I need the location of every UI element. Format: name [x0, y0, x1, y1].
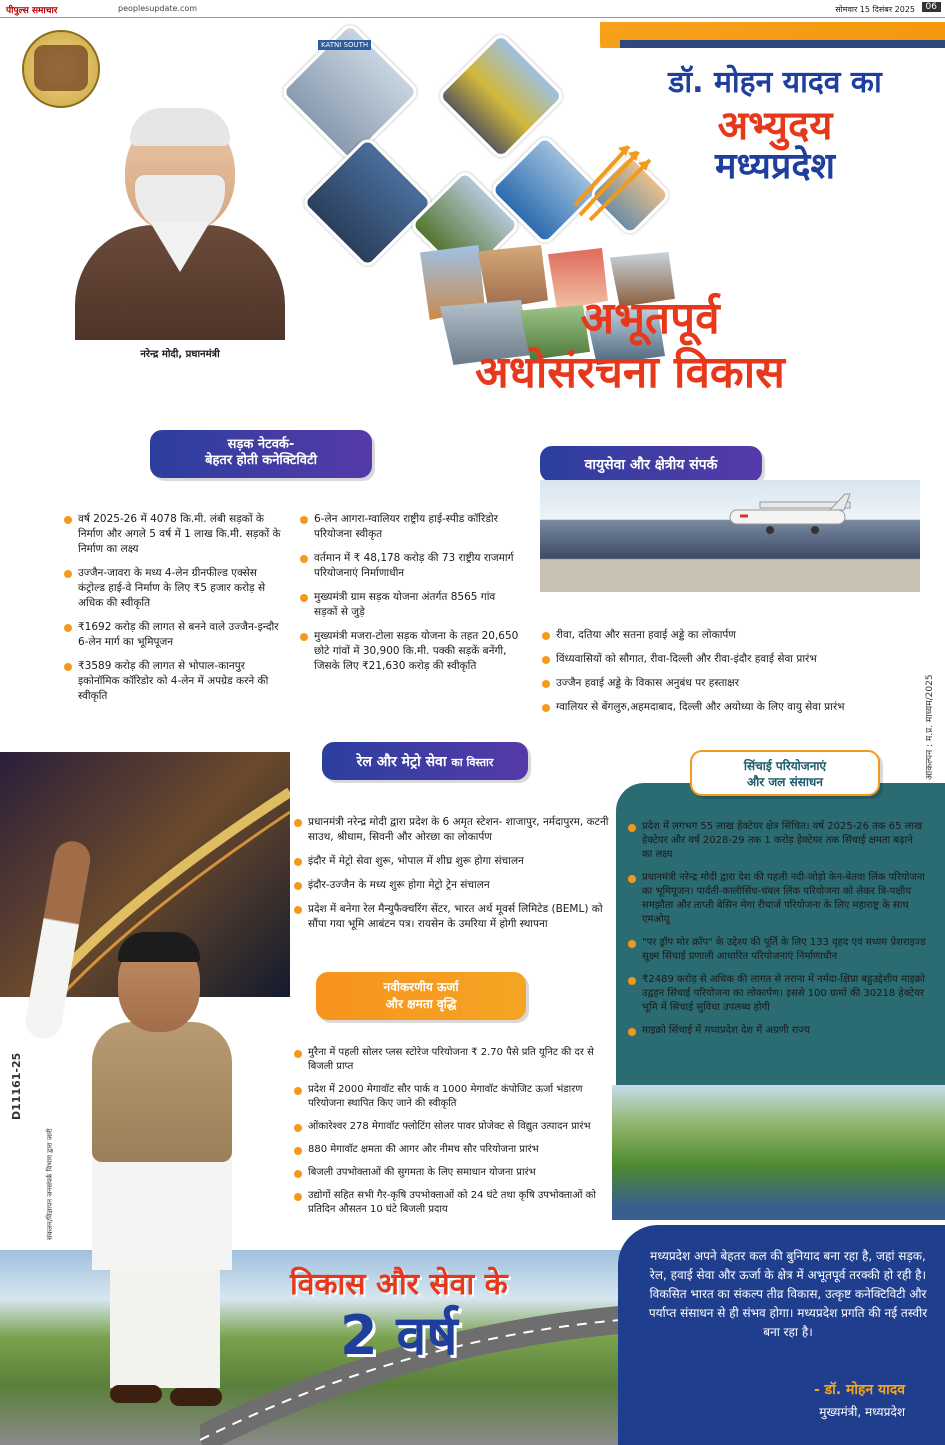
cm-figure-kurta	[92, 1150, 232, 1270]
issued-by-credit: संकलन/विज्ञापन जनसंपर्क विभाग द्वारा जारी	[46, 1128, 54, 1240]
list-item: वर्तमान में ₹ 48,178 करोड़ की 73 राष्ट्रीय राजमार्ग परियोजनाएं निर्माणाधीन	[298, 551, 520, 581]
cm-figure-jacket	[92, 1022, 232, 1162]
list-item: 880 मेगावॉट क्षमता की आगर और नीमच सौर परियोजना प्रारंभ	[292, 1143, 612, 1157]
pm-caption: नरेन्द्र मोदी, प्रधानमंत्री	[140, 349, 220, 360]
roads-list-col1	[62, 512, 284, 713]
pm-photo-hair	[130, 108, 230, 146]
website-label: peoplesupdate.com	[118, 4, 198, 13]
irrigation-tag-line2: और जल संसाधन	[747, 775, 823, 789]
energy-tag-line2: और क्षमता वृद्धि	[385, 997, 457, 1011]
list-item: प्रदेश में 2000 मेगावॉट सौर पार्क व 1000 मेगावॉट कंपोजिट ऊर्जा भंडारण परियोजना स्थापित किए जाने की स्वीकृति	[292, 1083, 612, 1111]
banner-title-line1: डॉ. मोहन यादव का	[668, 65, 882, 100]
airplane-icon	[720, 490, 860, 540]
cm-figure-hair	[118, 932, 200, 962]
cm-signature: - डॉ. मोहन यादव	[813, 1382, 905, 1398]
list-item: प्रदेश में लगभग 55 लाख हेक्टेयर क्षेत्र सिंचित। वर्ष 2025-26 तक 65 लाख हेक्टेयर और वर्ष 2028-29 तक 1 करोड़ हेक्टेयर तक सिंचाई क्षमता बढ़ाने का लक्ष्य	[626, 820, 926, 862]
list-item: रीवा, दतिया और सतना हवाई अड्डे का लोकार्पण	[540, 628, 895, 643]
list-item: "पर ड्रॉप मोर क्रॉप" के उद्देश्य की पूर्ति के लिए 133 वृहद एवं मध्यम प्रेशराइज्ड सूक्ष्म सिंचाई प्रणाली आधारित परियोजनाएं निर्माणाधीन	[626, 936, 926, 964]
list-item: मुख्यमंत्री मजरा-टोला सड़क योजना के तहत 20,650 छोटे गांवों में 30,900 कि.मी. पक्की सड़कें बनेंगी, जिसके लिए ₹21,630 करोड़ की स्वीकृति	[298, 629, 520, 674]
irrigation-list	[626, 820, 926, 1047]
list-item: उद्योगों सहित सभी गैर-कृषि उपभोक्ताओं को 24 घंटे तथा कृषि उपभोक्ताओं को प्रतिदिन औसतन 10 घंटे बिजली प्रदाय	[292, 1189, 612, 1217]
cm-figure-legs	[110, 1268, 220, 1388]
cm-message-box	[618, 1225, 945, 1445]
photo-farm-solar	[612, 1085, 945, 1220]
list-item: उज्जैन-जावरा के मध्य 4-लेन ग्रीनफील्ड एक्सेस कंट्रोल्ड हाई-वे निर्माण के लिए ₹5 हजार करोड़ से अधिक की स्वीकृति	[62, 566, 284, 611]
newspaper-brand: पीपुल्स समाचार	[6, 6, 58, 16]
station-sign: KATNI SOUTH	[318, 40, 371, 50]
list-item: प्रधानमंत्री नरेन्द्र मोदी द्वारा देश की पहली नदी-जोड़ो केन-बेतवा लिंक परियोजना का भूमिपूजन। पार्वती-कालीसिंध-चंबल लिंक परियोजना को लेकर त्रि-पक्षीय समझौता और ताप्ती बेसिन मेगा रीचार्ज परियोजना के लिए महाराष्ट्र के साथ एमओयू	[626, 871, 926, 927]
rail-list	[292, 815, 612, 941]
cm-message-text: मध्यप्रदेश अपने बेहतर कल की बुनियाद बना रहा है, जहां सड़क, रेल, हवाई सेवा और ऊर्जा के क्षेत्र में अभूतपूर्व तरक्की हो रही है। विकसित भारत का संकल्प तीव्र विकास, उत्कृष्ट कनेक्टिविटी और पर्याप्त संसाधन से ही संभव होगा। मध्यप्रदेश प्रगति की नई तस्वीर बना रहा है।	[648, 1249, 928, 1339]
irrigation-section-tag	[690, 750, 880, 796]
roads-list-col2	[298, 512, 520, 683]
list-item: माइक्रो सिंचाई में मध्यप्रदेश देश में अग्रणी राज्य	[626, 1024, 926, 1038]
air-section-tag: वायुसेवा और क्षेत्रीय संपर्क	[540, 446, 762, 482]
headline-line2: अधोसंरचना विकास	[475, 347, 785, 398]
headline-line1: अभूतपूर्व	[580, 293, 720, 344]
cm-shoe-right	[170, 1388, 222, 1406]
vikas-title-line1: विकास और सेवा के	[290, 1267, 508, 1302]
vikas-title-line2: 2 वर्ष	[340, 1304, 458, 1367]
list-item: उज्जैन हवाई अड्डे के विकास अनुबंध पर हस्ताक्षर	[540, 676, 895, 691]
banner-title-line2: अभ्युदय	[717, 103, 833, 149]
roads-section-tag	[150, 430, 372, 478]
rail-tag-bold: रेल और मेट्रो सेवा	[356, 754, 447, 770]
list-item: मुख्यमंत्री ग्राम सड़क योजना अंतर्गत 8565 गांव सड़कों से जुड़े	[298, 590, 520, 620]
list-item: ग्वालियर से बेंगलुरु,अहमदाबाद, दिल्ली और अयोध्या के लिए वायु सेवा प्रारंभ	[540, 700, 895, 715]
list-item: इंदौर में मेट्रो सेवा शुरू, भोपाल में शीघ्र शुरू होगा संचालन	[292, 854, 612, 869]
list-item: इंदौर-उज्जैन के मध्य शुरू होगा मेट्रो ट्रेन संचालन	[292, 878, 612, 893]
banner-title-line3: मध्यप्रदेश	[714, 146, 836, 187]
roads-tag-line1: सड़क नेटवर्क-	[227, 437, 295, 452]
list-item: ओंकारेश्वर 278 मेगावॉट फ्लोटिंग सोलर पावर प्रोजेक्ट से विद्युत उत्पादन प्रारंभ	[292, 1120, 612, 1134]
cm-shoe-left	[110, 1385, 162, 1403]
list-item: विंध्यवासियों को सौगात, रीवा-दिल्ली और रीवा-इंदौर हवाई सेवा प्रारंभ	[540, 652, 895, 667]
list-item: ₹2489 करोड़ से अधिक की लागत से तराना में नर्मदा-क्षिप्रा बहुउद्देशीय माइक्रो उद्वहन सिंचाई परियोजना का लोकार्पण। इससे 100 ग्रामों की 30218 हेक्टेयर भूमि में सिंचाई सुविधा उपलब्ध होगी	[626, 973, 926, 1015]
list-item: ₹3589 करोड़ की लागत से भोपाल-कानपुर इकोनॉमिक कॉरिडोर को 4-लेन में अपग्रेड करने की स्वीकृति	[62, 659, 284, 704]
emblem-lion-icon	[34, 45, 88, 91]
energy-list	[292, 1046, 612, 1226]
rail-section-tag	[322, 742, 528, 780]
cm-role: मुख्यमंत्री, मध्यप्रदेश	[819, 1405, 905, 1419]
energy-section-tag	[316, 972, 526, 1020]
list-item: 6-लेन आगरा-ग्वालियर राष्ट्रीय हाई-स्पीड कॉरिडोर परियोजना स्वीकृत	[298, 512, 520, 542]
list-item: मुरैना में पहली सोलर प्लस स्टोरेज परियोजना ₹ 2.70 पैसे प्रति यूनिट की दर से बिजली प्राप्त	[292, 1046, 612, 1074]
list-item: प्रदेश में बनेगा रेल मैन्युफैक्चरिंग सेंटर, भारत अर्थ मूवर्स लिमिटेड (BEML) को सौंपा गया भूमि आबंटन पत्र। रायसेन के उमरिया में होगी स्थापना	[292, 902, 612, 932]
list-item: बिजली उपभोक्ताओं की सुगमता के लिए समाधान योजना प्रारंभ	[292, 1166, 612, 1180]
energy-tag-line1: नवीकरणीय ऊर्जा	[383, 980, 459, 994]
ad-code-left: D11161-25	[10, 1052, 23, 1120]
page-number: 06	[922, 2, 941, 12]
list-item: वर्ष 2025-26 में 4078 कि.मी. लंबी सड़कों के निर्माण और अगले 5 वर्ष में 1 लाख कि.मी. सड़कों के निर्माण का लक्ष्य	[62, 512, 284, 557]
design-credit-right: आकल्पन : म.प्र. माध्यम/2025	[925, 674, 935, 780]
list-item: प्रधानमंत्री नरेन्द्र मोदी द्वारा प्रदेश के 6 अमृत स्टेशन- शाजापुर, नर्मदापुरम, कटनी साउथ, श्रीधाम, सिवनी और ओरछा का लोकार्पण	[292, 815, 612, 845]
photo-coach-factory	[300, 135, 434, 269]
rail-tag-rest: का विस्तार	[451, 756, 494, 769]
roads-tag-line2: बेहतर होती कनेक्टिविटी	[205, 453, 317, 468]
air-list	[540, 628, 895, 724]
list-item: ₹1692 करोड़ की लागत से बनने वाले उज्जैन-इन्दौर 6-लेन मार्ग का भूमिपूजन	[62, 620, 284, 650]
date-label: सोमवार 15 दिसंबर 2025	[835, 5, 915, 14]
irrigation-tag-line1: सिंचाई परियोजनाएं	[743, 759, 827, 773]
newspaper-header	[0, 0, 945, 18]
